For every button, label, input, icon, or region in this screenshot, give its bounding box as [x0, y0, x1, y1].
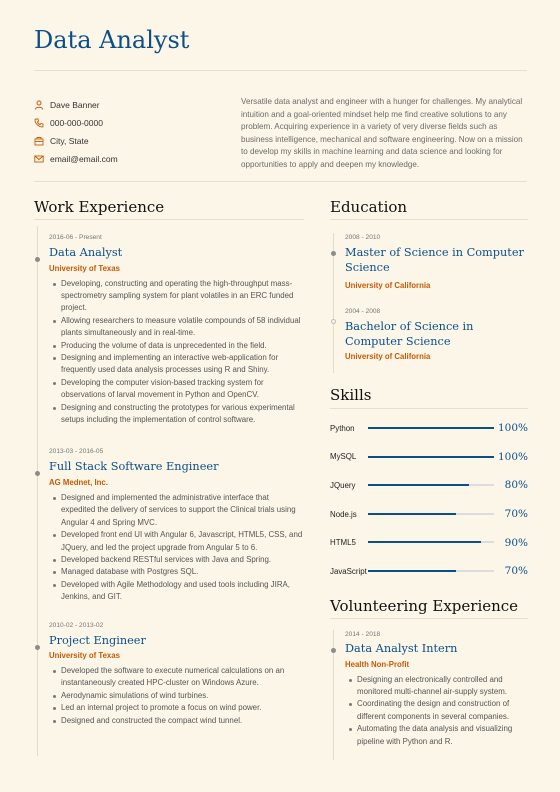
contact-info: [34, 96, 234, 168]
skill-bar: [368, 427, 494, 429]
person-icon: [34, 100, 44, 110]
skill-row: [330, 557, 528, 586]
skill-bar: [368, 484, 494, 486]
skill-row: [330, 471, 528, 500]
building-icon: [34, 136, 44, 146]
work-title-underline: [34, 219, 304, 220]
page-title: Data Analyst: [34, 26, 190, 54]
entry-role: Bachelor of Science in Computer Science: [345, 320, 474, 348]
bullet-item: Developed the software to execute numerical calculations on an instantaneously created HPC-cluster on Windows Azure.: [49, 665, 304, 690]
contact-email[interactable]: email@email.com: [50, 154, 118, 164]
envelope-icon: [34, 154, 44, 164]
skill-bar-fill: [368, 513, 456, 515]
bullet-item: Designing an electronically controlled and monitored multi-channel air-supply system.: [345, 674, 528, 699]
bullet-item: Developed backend RESTful services with Java and Spring.: [49, 554, 304, 566]
phone-icon: [34, 118, 44, 128]
education-entry: [330, 307, 528, 363]
entry-org: University of California: [345, 352, 431, 361]
bullet-item: Designing and implementing an interactive web-application for frequently used data analysis processes using R and Shiny.: [49, 352, 304, 377]
timeline-dot: [331, 319, 336, 324]
volunteering-section-title: Volunteering Experience: [330, 597, 519, 615]
skill-level: 70%: [504, 508, 528, 521]
skill-bar: [368, 456, 494, 458]
skill-row: [330, 414, 528, 443]
bullet-item: Coordinating the design and construction of different components in several companies.: [345, 698, 528, 723]
education-entry: [330, 233, 528, 292]
work-entry: [34, 447, 304, 603]
skill-name: Python: [330, 423, 355, 433]
timeline-dot: [35, 471, 40, 476]
skill-level: 100%: [497, 422, 528, 435]
bullet-item: Aerodynamic simulations of wind turbines.: [49, 690, 304, 702]
entry-org: University of Texas: [49, 263, 120, 273]
entry-org: AG Mednet, Inc.: [49, 477, 108, 487]
entry-bullets: [49, 492, 304, 604]
timeline-dot: [35, 257, 40, 262]
volunteering-timeline: [330, 630, 528, 748]
skill-level: 90%: [504, 536, 528, 549]
entry-bullets: [49, 665, 304, 727]
skill-name: JQuery: [330, 480, 356, 490]
skill-bar-fill: [368, 456, 494, 458]
work-timeline: [34, 226, 304, 727]
bullet-item: Developed front end UI with Angular 6, Javascript, HTML5, CSS, and JQuery, and led the project upgrade from Angular 5 to 6.: [49, 529, 304, 554]
contact-location-row: [34, 132, 234, 150]
timeline-dot: [331, 251, 336, 256]
skill-bar-fill: [368, 427, 494, 429]
skill-name: Node.js: [330, 509, 357, 519]
skill-name: MySQL: [330, 452, 357, 462]
skills-list: [330, 414, 528, 586]
volunteering-entry: [330, 630, 528, 748]
header-divider: [34, 70, 527, 71]
entry-org: Health Non-Profit: [345, 659, 410, 669]
education-timeline: [330, 233, 528, 363]
skill-level: 100%: [497, 450, 528, 463]
bullet-item: Designed and constructed the compact wind tunnel.: [49, 715, 304, 727]
work-entry: [34, 621, 304, 728]
bullet-item: Allowing researchers to measure volatile compounds of 58 individual plants simultaneously and in real-time.: [49, 315, 304, 340]
bullet-item: Designing and constructing the prototypes for various experimental setups including the implementation of control software.: [49, 402, 304, 427]
skill-bar-fill: [368, 484, 469, 486]
work-section-title: Work Experience: [34, 198, 165, 216]
contact-phone-row: [34, 114, 234, 132]
contact-email-row: [34, 150, 234, 168]
bullet-item: Designed and implemented the administrative interface that expedited the delivery of services to support the Clinical trials using Angular 4 and Spring MVC.: [49, 492, 304, 529]
bullet-item: Producing the volume of data is unprecedented in the field.: [49, 340, 304, 352]
entry-org: University of California: [345, 281, 431, 290]
work-entry: [34, 233, 304, 426]
bullet-item: Managed database with Postgres SQL.: [49, 566, 304, 578]
summary: Versatile data analyst and engineer with a hunger for challenges. My analytical intuition and a goal-oriented mindset help me find creative solutions to any problem. Acquiring experience in a variety of very diverse fields such as business intelligence, mechanical and software engineering. Now on a mission to develop my skills in machine learning and data science and looking for opportunities to apply and deepen my knowledge.: [241, 97, 523, 169]
entry-date: 2013-03 - 2016-05: [49, 448, 104, 456]
skill-bar: [368, 541, 494, 543]
bullet-item: Automating the data analysis and visualizing pipeline with Python and R.: [345, 723, 528, 748]
entry-bullets: [49, 278, 304, 427]
bullet-item: Developed with Agile Methodology and used tools including JIRA, Jenkins, and GIT.: [49, 579, 304, 604]
volunteering-title-underline: [330, 618, 528, 619]
skill-row: [330, 500, 528, 529]
entry-role: Data Analyst Intern: [345, 642, 458, 655]
entry-date: 2010-02 - 2013-02: [49, 621, 104, 629]
skill-bar-fill: [368, 541, 481, 543]
entry-date: 2004 - 2008: [345, 308, 381, 315]
timeline-dot: [331, 648, 336, 653]
summary-divider: [34, 181, 527, 182]
skill-level: 70%: [504, 565, 528, 578]
education-section-title: Education: [330, 198, 408, 216]
skill-name: HTML5: [330, 538, 356, 548]
contact-phone: 000-000-0000: [50, 118, 103, 128]
entry-date: 2008 - 2010: [345, 234, 381, 241]
skills-title-underline: [330, 408, 528, 409]
bullet-item: Developing, constructing and operating the high-throughput mass-spectrometry sampling system for plant volatiles in an ERC funded project.: [49, 278, 304, 315]
entry-date: 2016-06 - Present: [49, 234, 102, 241]
skill-row: [330, 528, 528, 557]
skill-bar: [368, 570, 494, 572]
timeline-dot: [35, 645, 40, 650]
contact-name: Dave Banner: [50, 100, 100, 110]
skills-section-title: Skills: [330, 386, 372, 404]
skill-row: [330, 443, 528, 472]
entry-role: Project Engineer: [49, 633, 146, 647]
bullet-item: Developing the computer vision-based tracking system for observations of larval movement in Python and OpenCV.: [49, 377, 304, 402]
entry-org: University of Texas: [49, 651, 120, 661]
entry-bullets: [345, 674, 528, 748]
education-title-underline: [330, 219, 528, 220]
bullet-item: Led an internal project to promote a focus on wind power.: [49, 702, 304, 714]
skill-name: JavaScript: [330, 566, 367, 576]
skill-bar: [368, 513, 494, 515]
entry-role: Full Stack Software Engineer: [49, 460, 219, 474]
contact-name-row: [34, 96, 234, 114]
entry-role: Master of Science in Computer Science: [345, 246, 524, 274]
skill-level: 80%: [504, 479, 528, 492]
contact-location: City, State: [50, 136, 89, 146]
entry-date: 2014 - 2018: [345, 631, 381, 638]
entry-role: Data Analyst: [49, 246, 123, 259]
skill-bar-fill: [368, 570, 456, 572]
